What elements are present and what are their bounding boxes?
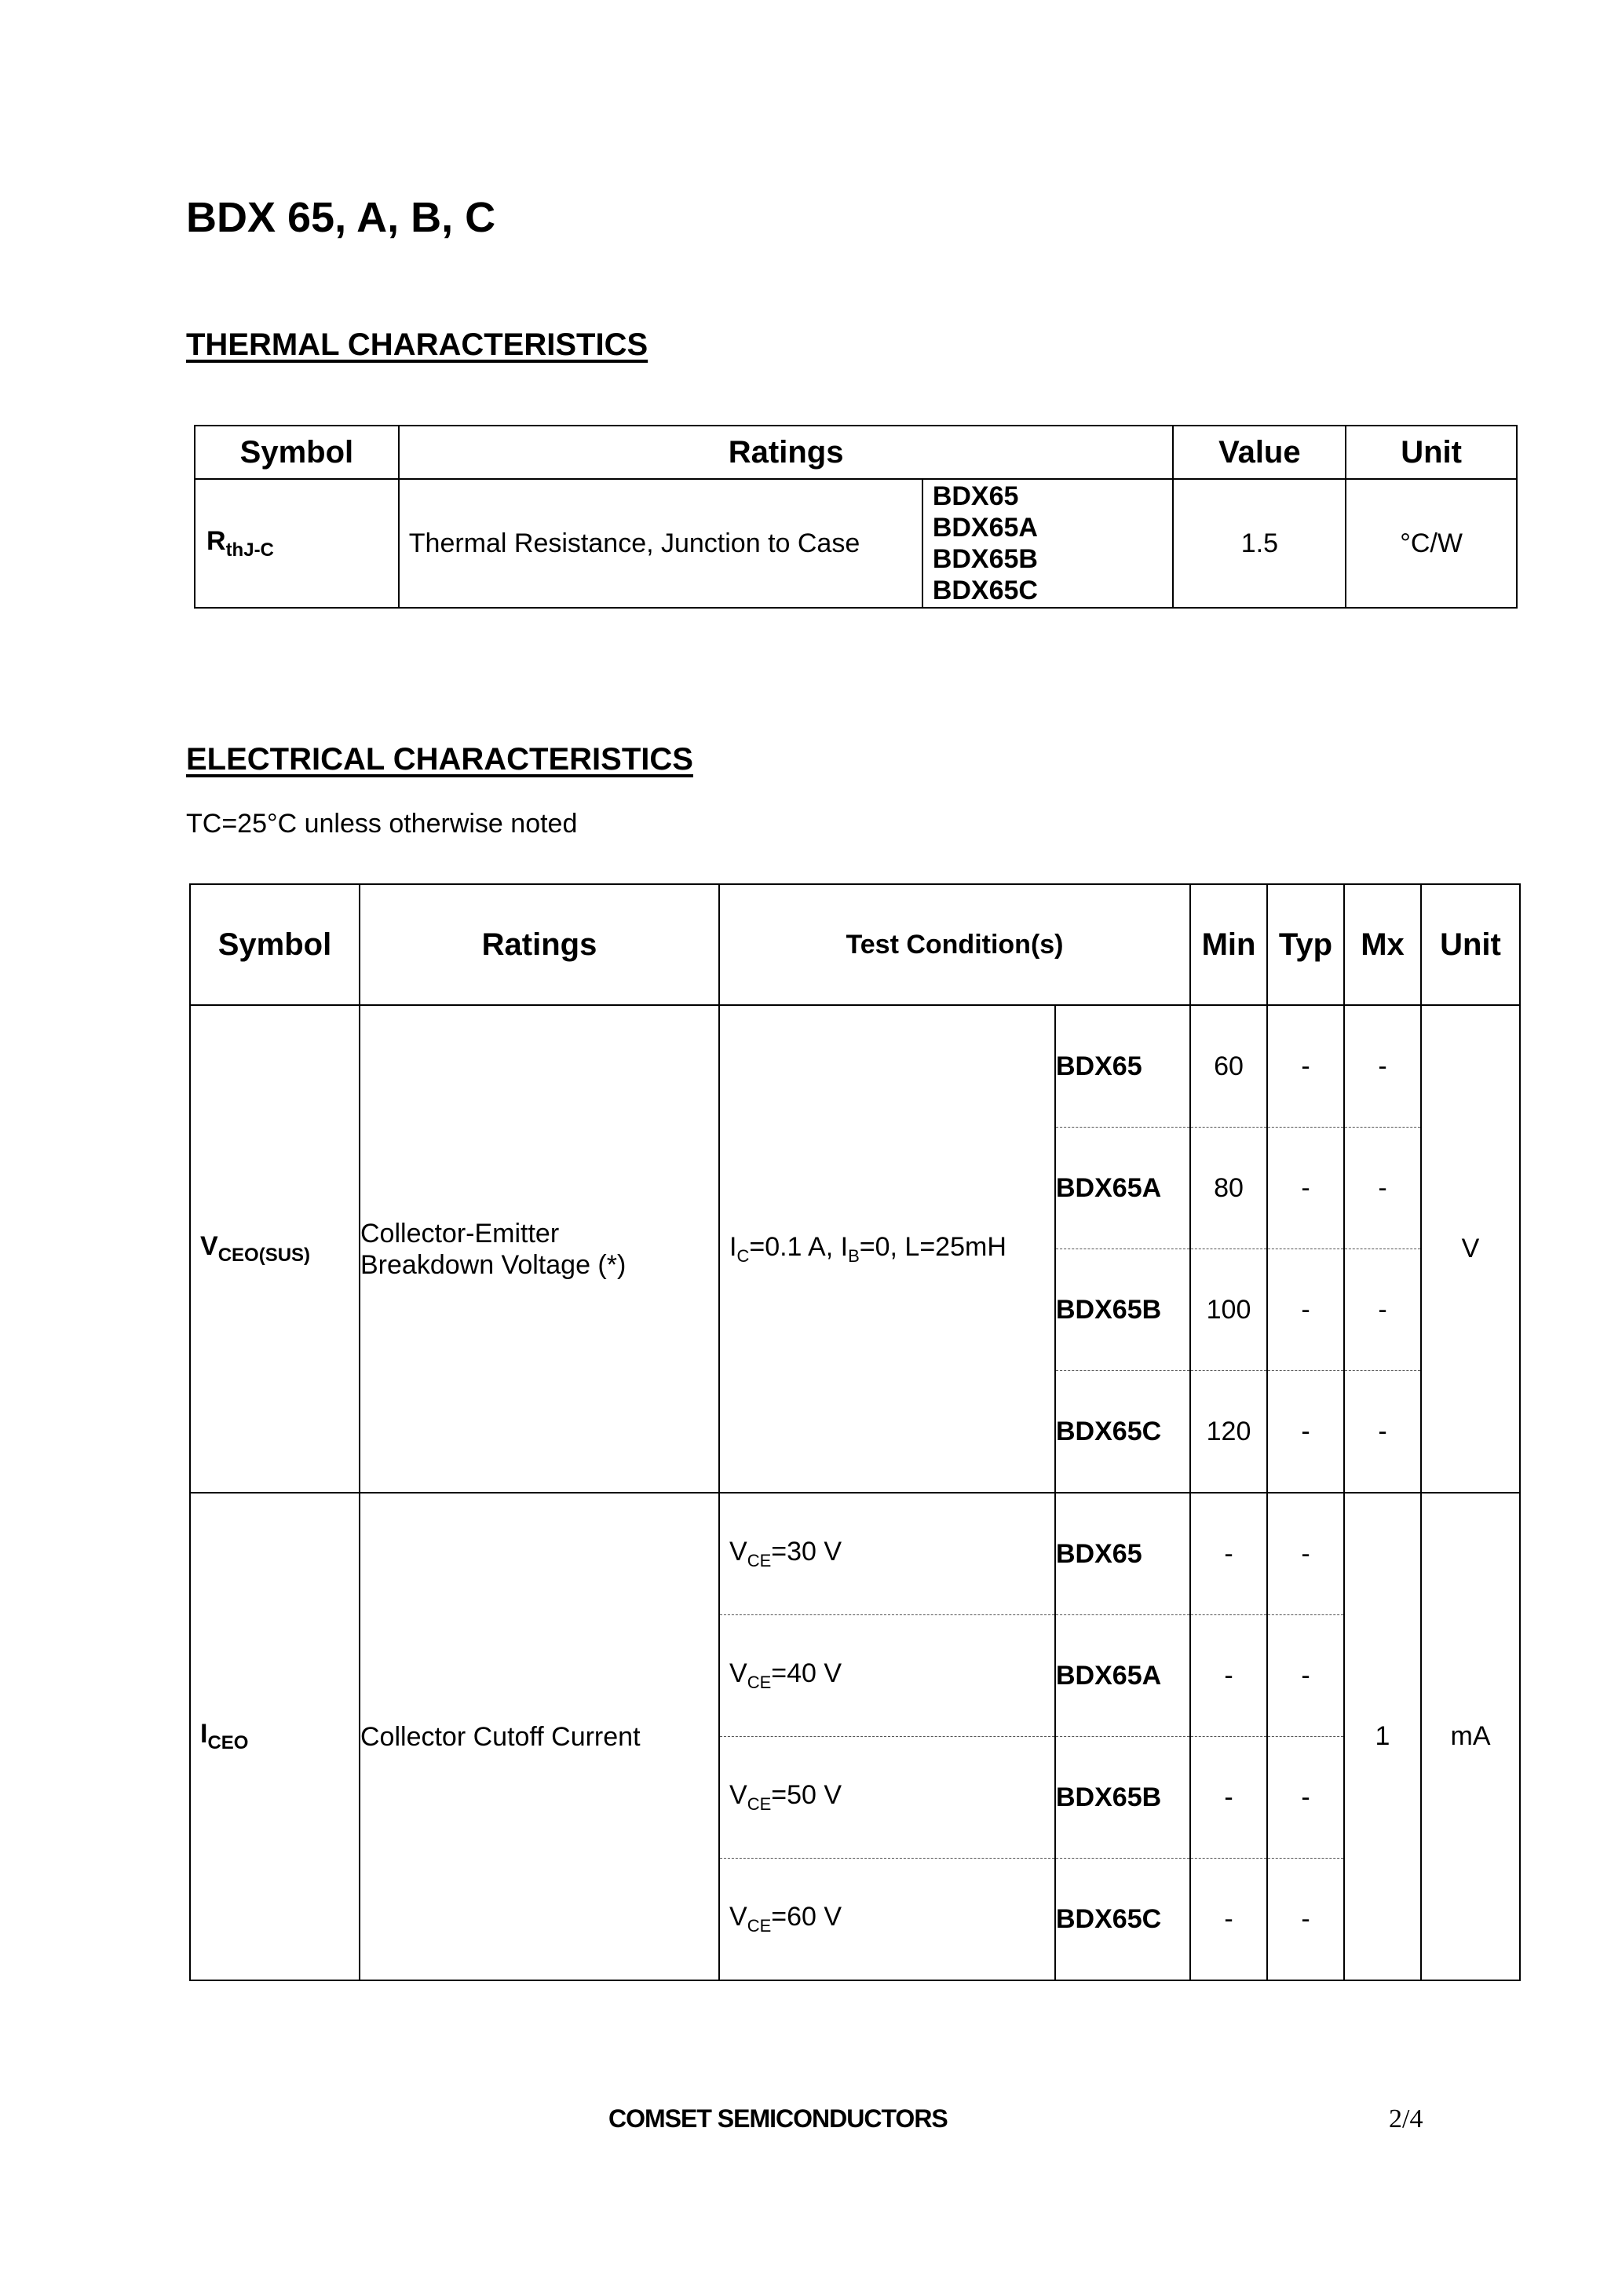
- thermal-col-ratings: Ratings: [399, 426, 1174, 479]
- max-cell: -: [1344, 1371, 1421, 1493]
- max-cell: -: [1344, 1249, 1421, 1371]
- footer-company: COMSET SEMICONDUCTORS: [608, 2104, 948, 2133]
- cond-text: V: [729, 1537, 747, 1567]
- cond-text: V: [729, 1902, 747, 1932]
- device-cell: BDX65C: [1055, 1859, 1190, 1981]
- elec-col-min: Min: [1190, 884, 1267, 1005]
- cond-text: =0.1 A, I: [749, 1231, 849, 1262]
- thermal-header-row: [195, 426, 1517, 479]
- min-cell: 60: [1190, 1005, 1267, 1128]
- cond-cell: [719, 1737, 1055, 1859]
- device-cell: BDX65: [1055, 1005, 1190, 1128]
- vceo-symbol: [190, 1005, 360, 1493]
- typ-cell: -: [1267, 1859, 1344, 1981]
- min-cell: -: [1190, 1493, 1267, 1615]
- elec-col-unit: Unit: [1421, 884, 1520, 1005]
- table-row: [190, 1005, 1520, 1128]
- device-cell: BDX65B: [1055, 1737, 1190, 1859]
- typ-cell: -: [1267, 1128, 1344, 1249]
- typ-cell: -: [1267, 1737, 1344, 1859]
- typ-cell: -: [1267, 1249, 1344, 1371]
- cond-text: I: [729, 1231, 737, 1262]
- thermal-row: [195, 479, 1517, 608]
- min-cell: -: [1190, 1737, 1267, 1859]
- cond-sub: CE: [747, 1915, 772, 1936]
- symbol-main: R: [206, 525, 226, 556]
- device-label: BDX65B: [932, 544, 1038, 574]
- device-label: BDX65: [932, 481, 1019, 511]
- device-cell: BDX65: [1055, 1493, 1190, 1615]
- typ-cell: -: [1267, 1371, 1344, 1493]
- min-cell: -: [1190, 1615, 1267, 1737]
- max-cell: -: [1344, 1005, 1421, 1128]
- symbol-main: V: [200, 1231, 218, 1262]
- thermal-symbol: [195, 479, 399, 608]
- device-label: BDX65C: [932, 576, 1038, 605]
- cond-sub: B: [848, 1245, 860, 1266]
- cond-text: =0, L=25mH: [859, 1231, 1006, 1262]
- device-cell: BDX65A: [1055, 1615, 1190, 1737]
- thermal-rating: Thermal Resistance, Junction to Case: [399, 479, 922, 608]
- typ-cell: -: [1267, 1005, 1344, 1128]
- rating-line: Collector-Emitter: [360, 1218, 560, 1249]
- rating-line: Breakdown Voltage (*): [360, 1249, 627, 1280]
- electrical-heading: ELECTRICAL CHARACTERISTICS: [186, 742, 693, 777]
- thermal-devices: [922, 479, 1174, 608]
- document-title: BDX 65, A, B, C: [186, 194, 496, 241]
- min-cell: 120: [1190, 1371, 1267, 1493]
- elec-col-test-conditions: Test Condition(s): [719, 884, 1190, 1005]
- symbol-main: I: [200, 1719, 208, 1749]
- cond-sub: C: [736, 1245, 750, 1266]
- vceo-condition: [719, 1005, 1055, 1493]
- elec-col-typ: Typ: [1267, 884, 1344, 1005]
- cond-text: V: [729, 1658, 747, 1689]
- thermal-table: [194, 425, 1518, 609]
- symbol-sub: thJ-C: [225, 539, 274, 561]
- thermal-value: 1.5: [1173, 479, 1346, 608]
- thermal-col-symbol: Symbol: [195, 426, 399, 479]
- cond-cell: [719, 1615, 1055, 1737]
- page-number: 2/4: [1389, 2104, 1423, 2133]
- thermal-col-unit: Unit: [1346, 426, 1517, 479]
- vceo-rating: [360, 1005, 719, 1493]
- cond-text: =50 V: [771, 1780, 842, 1811]
- device-label: BDX65A: [932, 513, 1038, 543]
- cond-sub: CE: [747, 1793, 772, 1814]
- elec-col-max: Mx: [1344, 884, 1421, 1005]
- thermal-unit: °C/W: [1346, 479, 1517, 608]
- iceo-rating: Collector Cutoff Current: [360, 1493, 719, 1980]
- device-cell: BDX65A: [1055, 1128, 1190, 1249]
- symbol-sub: CEO(SUS): [217, 1244, 311, 1266]
- cond-sub: CE: [747, 1550, 772, 1570]
- cond-cell: [719, 1859, 1055, 1981]
- typ-cell: -: [1267, 1615, 1344, 1737]
- symbol-sub: CEO: [207, 1731, 249, 1753]
- min-cell: 100: [1190, 1249, 1267, 1371]
- cond-text: V: [729, 1780, 747, 1811]
- elec-col-symbol: Symbol: [190, 884, 360, 1005]
- min-cell: -: [1190, 1859, 1267, 1981]
- iceo-max: 1: [1344, 1493, 1421, 1980]
- iceo-symbol: [190, 1493, 360, 1980]
- iceo-unit: mA: [1421, 1493, 1520, 1980]
- table-row: [190, 1493, 1520, 1615]
- typ-cell: -: [1267, 1493, 1344, 1615]
- cond-text: =30 V: [771, 1537, 842, 1567]
- cond-sub: CE: [747, 1672, 772, 1692]
- max-cell: -: [1344, 1128, 1421, 1249]
- electrical-note: TC=25°C unless otherwise noted: [186, 809, 578, 839]
- vceo-unit: V: [1421, 1005, 1520, 1493]
- elec-col-ratings: Ratings: [360, 884, 719, 1005]
- electrical-table: [189, 883, 1521, 1981]
- cond-text: =40 V: [771, 1658, 842, 1689]
- electrical-header-row: [190, 884, 1520, 1005]
- cond-cell: [719, 1493, 1055, 1615]
- device-cell: BDX65C: [1055, 1371, 1190, 1493]
- thermal-col-value: Value: [1173, 426, 1346, 479]
- thermal-heading: THERMAL CHARACTERISTICS: [186, 327, 648, 362]
- cond-text: =60 V: [771, 1902, 842, 1932]
- min-cell: 80: [1190, 1128, 1267, 1249]
- device-cell: BDX65B: [1055, 1249, 1190, 1371]
